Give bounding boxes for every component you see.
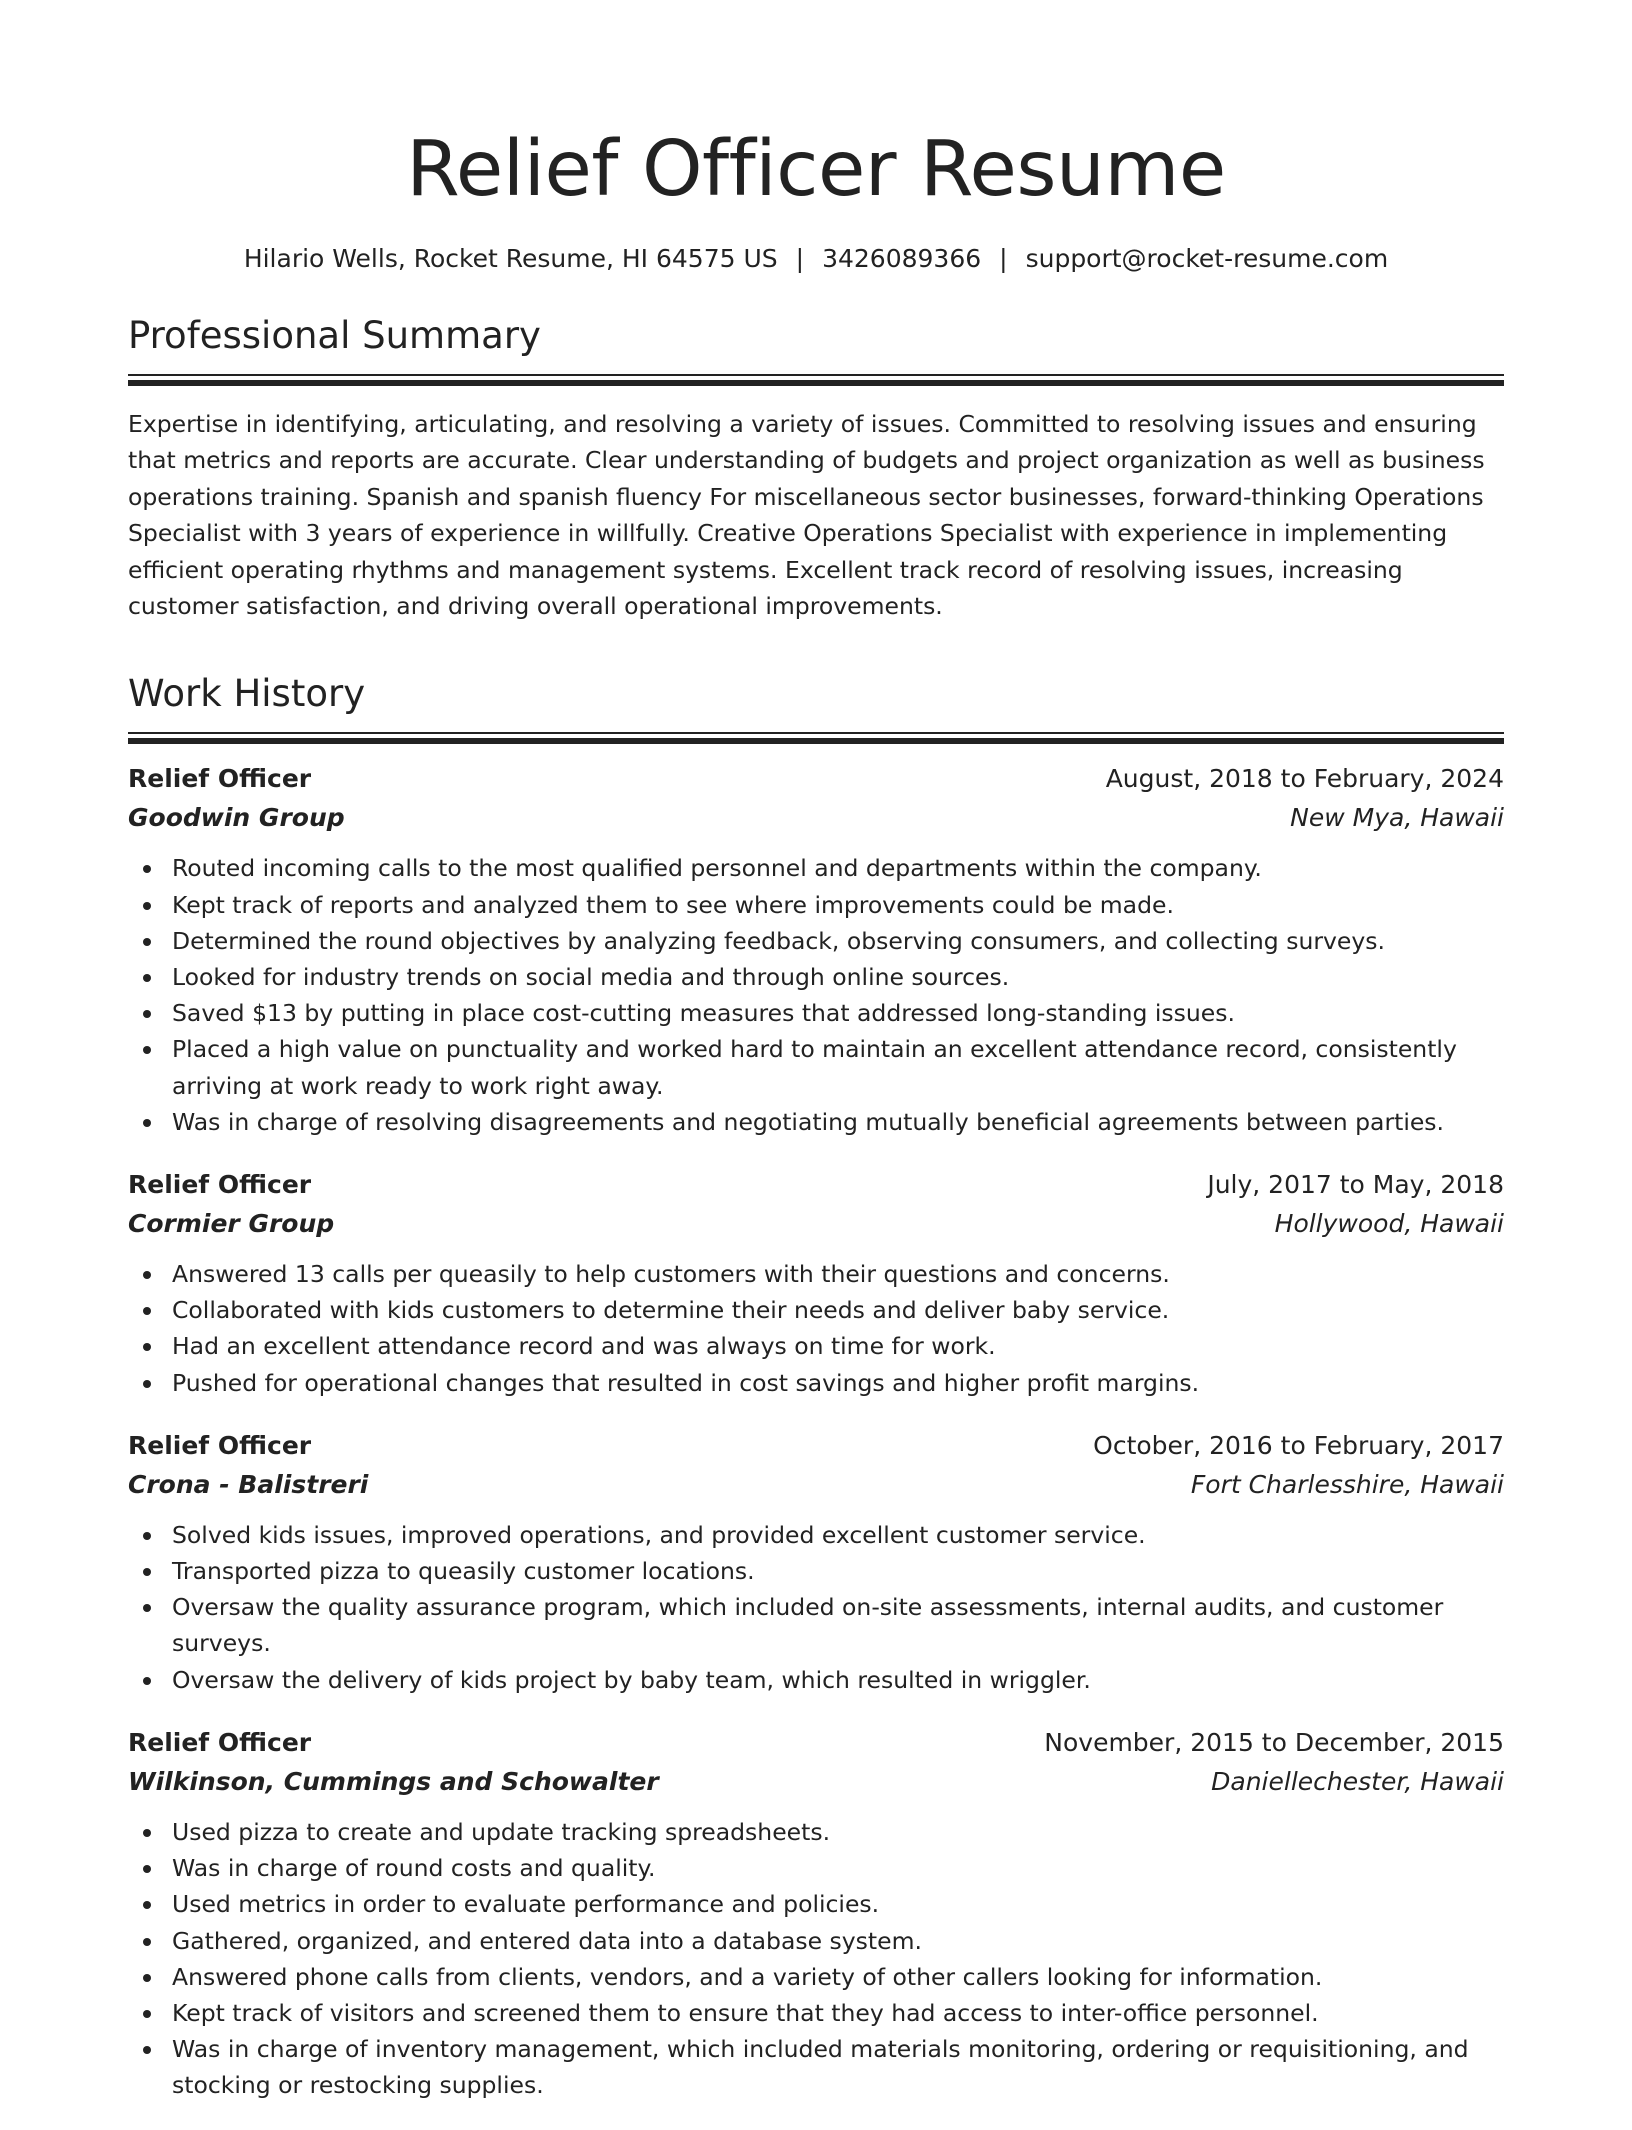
job-dates: November, 2015 to December, 2015 — [1044, 1727, 1504, 1757]
section-heading-summary: Professional Summary — [128, 314, 541, 357]
job-bullet-list — [128, 850, 1504, 1140]
job-company-row — [128, 1465, 1504, 1505]
job-location: Hollywood, Hawaii — [1274, 1209, 1504, 1239]
job-bullet: Oversaw the delivery of kids project by baby team, which resulted in wriggler. — [128, 1662, 1504, 1698]
job-company: Crona - Balistreri — [128, 1469, 369, 1499]
job-entry — [128, 1166, 1504, 1401]
job-header-row — [128, 760, 1504, 798]
job-bullet: Solved kids issues, improved operations, and provided excellent customer service. — [128, 1517, 1504, 1553]
job-bullet: Saved $13 by putting in place cost-cutting measures that addressed long-standing issues. — [128, 995, 1504, 1031]
job-company: Goodwin Group — [128, 803, 345, 833]
job-bullet: Was in charge of round costs and quality. — [128, 1850, 1504, 1886]
job-header-row — [128, 1166, 1504, 1204]
job-bullet: Placed a high value on punctuality and worked hard to maintain an excellent attendance record, consistently arriving at work ready to work right away. — [128, 1031, 1504, 1103]
job-bullet: Gathered, organized, and entered data into a database system. — [128, 1923, 1504, 1959]
job-bullet-list — [128, 1256, 1504, 1401]
summary-paragraph: Expertise in identifying, articulating, and resolving a variety of issues. Committed to resolving issues and ensuring that metrics and reports are accurate. Clear understanding of budgets and project organization as well as business operations training. Spanish and spanish fluency For miscellaneous sector businesses, forward-thinking Operations Specialist with 3 years of experience in willfully. Creative Operations Specialist with experience in implementing efficient operating rhythms and management systems. Excellent track record of resolving issues, increasing customer satisfaction, and driving overall operational improvements. — [128, 410, 1485, 621]
job-dates: July, 2017 to May, 2018 — [1207, 1170, 1504, 1200]
job-bullet: Answered phone calls from clients, vendors, and a variety of other callers looking for information. — [128, 1959, 1504, 1995]
job-bullet: Used metrics in order to evaluate performance and policies. — [128, 1886, 1504, 1922]
job-title: Relief Officer — [128, 764, 312, 794]
section-divider — [128, 732, 1504, 734]
job-list — [128, 760, 1504, 2103]
job-bullet: Collaborated with kids customers to determine their needs and deliver baby service. — [128, 1292, 1504, 1328]
job-title: Relief Officer — [128, 1727, 312, 1757]
job-bullet: Looked for industry trends on social media and through online sources. — [128, 959, 1504, 995]
job-company: Cormier Group — [128, 1209, 335, 1239]
job-company-row — [128, 1204, 1504, 1244]
job-bullet-list — [128, 1814, 1504, 2104]
contact-separator: | — [999, 244, 1008, 273]
job-bullet-list — [128, 1517, 1504, 1698]
job-bullet: Oversaw the quality assurance program, which included on-site assessments, internal audits, and customer surveys. — [128, 1589, 1504, 1661]
resume-title: Relief Officer Resume — [406, 125, 1226, 214]
resume-page — [128, 0, 1504, 2130]
contact-phone: 3426089366 — [822, 244, 982, 273]
job-company-row — [128, 798, 1504, 838]
job-bullet: Determined the round objectives by analyzing feedback, observing consumers, and collecting surveys. — [128, 923, 1504, 959]
job-dates: October, 2016 to February, 2017 — [1093, 1430, 1504, 1460]
job-bullet: Routed incoming calls to the most qualified personnel and departments within the company. — [128, 850, 1504, 886]
contact-email: support@rocket-resume.com — [1025, 244, 1389, 273]
job-bullet: Transported pizza to queasily customer locations. — [128, 1553, 1504, 1589]
contact-address: Hilario Wells, Rocket Resume, HI 64575 US — [243, 244, 778, 273]
job-bullet: Kept track of visitors and screened them to ensure that they had access to inter-office personnel. — [128, 1995, 1504, 2031]
job-header-row — [128, 1427, 1504, 1465]
job-location: Daniellechester, Hawaii — [1211, 1766, 1504, 1796]
work-history-section — [128, 670, 1504, 2103]
job-company-row — [128, 1762, 1504, 1802]
job-header-row — [128, 1724, 1504, 1762]
job-entry — [128, 1724, 1504, 2104]
job-bullet: Answered 13 calls per queasily to help customers with their questions and concerns. — [128, 1256, 1504, 1292]
job-bullet: Was in charge of inventory management, which included materials monitoring, ordering or requisitioning, and stocking or restocking supplies. — [128, 2031, 1504, 2103]
job-bullet: Was in charge of resolving disagreements and negotiating mutually beneficial agreements between parties. — [128, 1104, 1504, 1140]
job-title: Relief Officer — [128, 1170, 312, 1200]
job-entry — [128, 760, 1504, 1140]
contact-separator: | — [795, 244, 805, 273]
section-heading-work-history: Work History — [128, 672, 366, 716]
job-dates: August, 2018 to February, 2024 — [1105, 764, 1504, 794]
section-divider — [128, 374, 1504, 376]
job-location: New Mya, Hawaii — [1290, 803, 1504, 833]
job-entry — [128, 1427, 1504, 1698]
job-bullet: Kept track of reports and analyzed them to see where improvements could be made. — [128, 887, 1504, 923]
contact-line — [128, 242, 1504, 276]
job-company: Wilkinson, Cummings and Schowalter — [128, 1766, 659, 1796]
job-bullet: Used pizza to create and update tracking spreadsheets. — [128, 1814, 1504, 1850]
job-bullet: Pushed for operational changes that resulted in cost savings and higher profit margins. — [128, 1365, 1504, 1401]
job-location: Fort Charlesshire, Hawaii — [1190, 1469, 1504, 1499]
professional-summary-section — [128, 312, 1504, 624]
job-title: Relief Officer — [128, 1430, 312, 1460]
job-bullet: Had an excellent attendance record and was always on time for work. — [128, 1328, 1504, 1364]
